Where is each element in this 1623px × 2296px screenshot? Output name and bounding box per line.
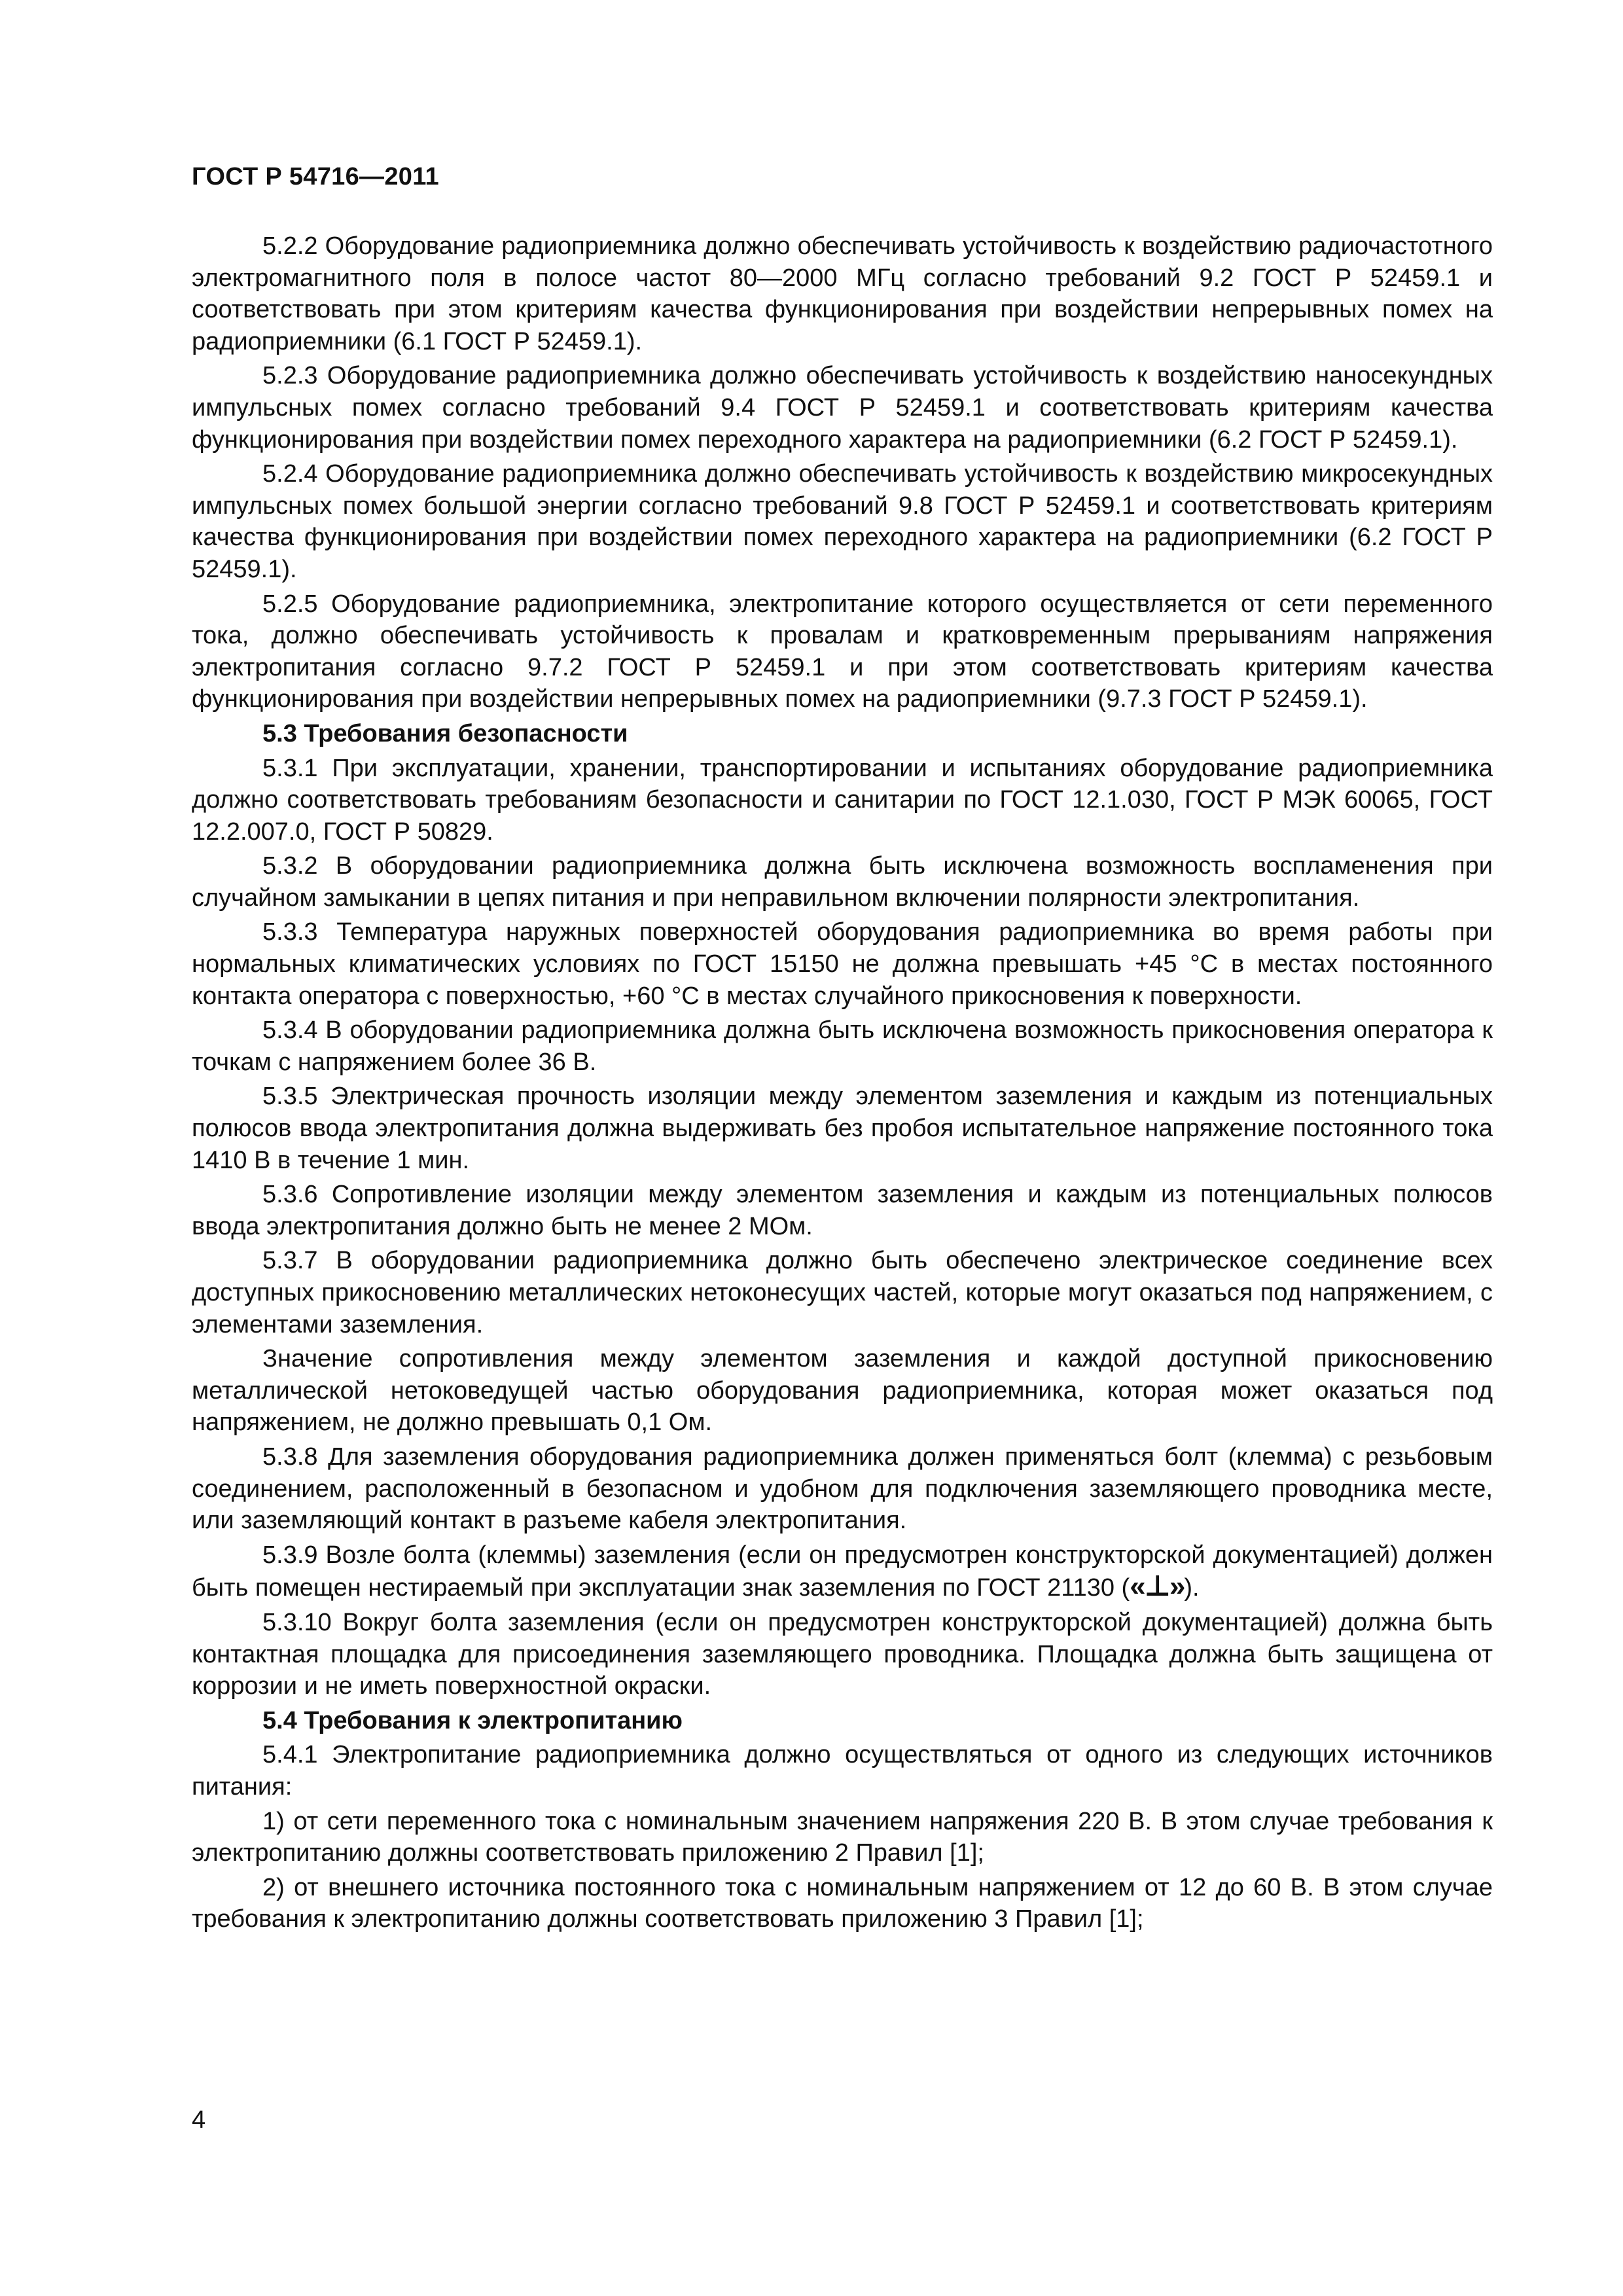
paragraph-5-3-6: 5.3.6 Сопротивление изоляции между элементом заземления и каждым из потенциальных полюсов ввода электропитания должно быть не менее 2 МОм. bbox=[192, 1181, 1493, 1240]
list-item-5-4-1-1: 1) от сети переменного тока с номинальным значением напряжения 220 В. В этом случае требования к электропитанию должны соответствовать приложению 2 Правил [1]; bbox=[192, 1807, 1493, 1867]
paragraph-5-3-1: 5.3.1 При эксплуатации, хранении, транспортировании и испытаниях оборудование радиоприемника должно соответствовать требованиям безопасности и санитарии по ГОСТ 12.1.030, ГОСТ Р МЭК 60065, ГОСТ 12.2.007.0, ГОСТ Р 50829. bbox=[192, 754, 1493, 846]
document-code-header: ГОСТ Р 54716—2011 bbox=[192, 163, 439, 190]
paragraph-5-3-3: 5.3.3 Температура наружных поверхностей оборудования радиоприемника во время работы при нормальных климатических условиях по ГОСТ 15150 не должна превышать +45 °С в местах постоянного контакта оператора с поверхностью, +60 °С в местах случайного прикосновения к поверхности. bbox=[192, 918, 1493, 1010]
paragraph-5-2-3: 5.2.3 Оборудование радиоприемника должно обеспечивать устойчивость к воздействию наносекундных импульсных помех согласно требований 9.4 ГОСТ Р 52459.1 и соответствовать критериям качества функционирования при воздействии помех переходного характера на радиоприемники (6.2 ГОСТ Р 52459.1). bbox=[192, 362, 1493, 454]
paragraph-5-3-7: 5.3.7 В оборудовании радиоприемника должно быть обеспечено электрическое соединение всех доступных прикосновению металлических нетоконесущих частей, которые могут оказаться под напряжением, с элементами заземления. bbox=[192, 1247, 1493, 1338]
paragraph-5-3-8: 5.3.8 Для заземления оборудования радиоприемника должен применяться болт (клемма) с резьбовым соединением, расположенный в безопасном и удобном для подключения заземляющего проводника месте, или заземляющий контакт в разъеме кабеля электропитания. bbox=[192, 1443, 1493, 1535]
paragraph-5-3-5: 5.3.5 Электрическая прочность изоляции между элементом заземления и каждым из потенциальных полюсов ввода электропитания должна выдерживать без пробоя испытательное напряжение постоянного тока 1410 В в течение 1 мин. bbox=[192, 1083, 1493, 1174]
paragraph-5-3-9 bbox=[192, 1539, 1493, 1604]
paragraph-5-3-4: 5.3.4 В оборудовании радиоприемника должна быть исключена возможность прикосновения оператора к точкам с напряжением более 36 В. bbox=[192, 1016, 1493, 1076]
list-item-5-4-1-2: 2) от внешнего источника постоянного тока с номинальным напряжением от 12 до 60 В. В этом случае требования к электропитанию должны соответствовать приложению 3 Правил [1]; bbox=[192, 1873, 1493, 1933]
paragraph-5-3-7-continued: Значение сопротивления между элементом заземления и каждой доступной прикосновению металлической нетоковедущей частью оборудования радиоприемника, которая может оказаться под напряжением, не должно превышать 0,1 Ом. bbox=[192, 1345, 1493, 1437]
section-heading-5-4: 5.4 Требования к электропитанию bbox=[262, 1706, 683, 1734]
paragraph-5-3-10: 5.3.10 Вокруг болта заземления (если он предусмотрен конструкторской документацией) должна быть контактная площадка для присоединения заземляющего проводника. Площадка должна быть защищена от коррозии и не иметь поверхностной окраски. bbox=[192, 1608, 1493, 1700]
document-body bbox=[192, 230, 1493, 1938]
paragraph-5-3-9-text: 5.3.9 Возле болта (клеммы) заземления (если он предусмотрен конструкторской документацией) должен быть помещен нестираемый при эксплуатации знак заземления по ГОСТ 21130 ( bbox=[192, 1541, 1493, 1602]
paragraph-5-2-4: 5.2.4 Оборудование радиоприемника должно обеспечивать устойчивость к воздействию микросекундных импульсных помех большой энергии согласно требований 9.8 ГОСТ Р 52459.1 и соответствовать критериям качества функционирования при воздействии помех переходного характера на радиоприемники (6.2 ГОСТ Р 52459.1). bbox=[192, 460, 1493, 583]
ground-sign-icon: «⊥» bbox=[1130, 1570, 1185, 1603]
paragraph-5-2-2: 5.2.2 Оборудование радиоприемника должно обеспечивать устойчивость к воздействию радиочастотного электромагнитного поля в полосе частот 80—2000 МГц согласно требований 9.2 ГОСТ Р 52459.1 и соответствовать при этом критериям качества функционирования при воздействии непрерывных помех на радиоприемники (6.1 ГОСТ Р 52459.1). bbox=[192, 232, 1493, 355]
paragraph-5-2-5: 5.2.5 Оборудование радиоприемника, электропитание которого осуществляется от сети переменного тока, должно обеспечивать устойчивость к провалам и кратковременным прерываниям напряжения электропитания согласно 9.7.2 ГОСТ Р 52459.1 и при этом соответствовать критериям качества функционирования при воздействии непрерывных помех на радиоприемники (9.7.3 ГОСТ Р 52459.1). bbox=[192, 590, 1493, 713]
section-heading-5-3: 5.3 Требования безопасности bbox=[262, 719, 628, 747]
paragraph-5-3-2: 5.3.2 В оборудовании радиоприемника должна быть исключена возможность воспламенения при случайном замыкании в цепях питания и при неправильном включении полярности электропитания. bbox=[192, 852, 1493, 912]
paragraph-5-4-1: 5.4.1 Электропитание радиоприемника должно осуществляться от одного из следующих источников питания: bbox=[192, 1741, 1493, 1801]
paragraph-5-3-9-end: ). bbox=[1184, 1574, 1200, 1602]
page-number: 4 bbox=[192, 2106, 206, 2134]
